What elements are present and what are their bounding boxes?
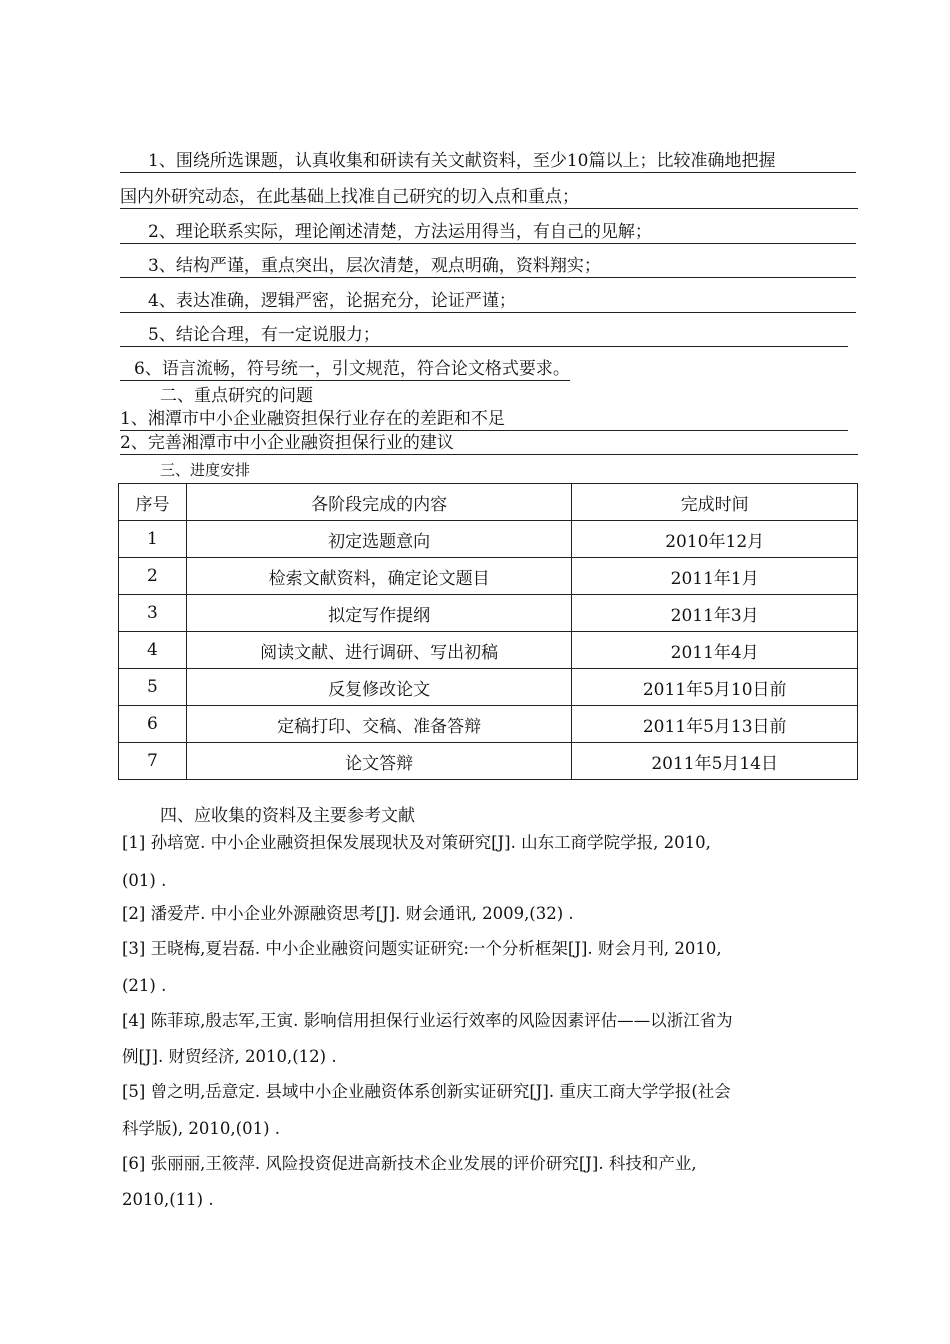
cell-content: 初定选题意向 — [186, 521, 571, 558]
schedule-table — [118, 483, 858, 780]
section-heading-references: 四、应收集的资料及主要参考文献 — [160, 806, 415, 826]
reference-1-line-1: [1] 孙培宽. 中小企业融资担保发展现状及对策研究[J]. 山东工商学院学报, 2010, — [122, 833, 711, 852]
reference-5-line-1: [5] 曾之明,岳意定. 县域中小企业融资体系创新实证研究[J]. 重庆工商大学学报(社会 — [122, 1082, 731, 1101]
cell-content: 反复修改论文 — [186, 669, 571, 706]
table-header-row — [119, 484, 858, 521]
header-content: 各阶段完成的内容 — [186, 484, 571, 521]
cell-seq: 5 — [119, 669, 187, 706]
cell-seq: 7 — [119, 743, 187, 780]
requirement-line-2: 2、理论联系实际，理论阐述清楚，方法运用得当，有自己的见解； — [120, 221, 856, 244]
header-time: 完成时间 — [572, 484, 858, 521]
requirement-line-1: 1、围绕所选课题，认真收集和研读有关文献资料，至少10篇以上；比较准确地把握 — [120, 150, 856, 173]
reference-4-line-1: [4] 陈菲琼,殷志军,王寅. 影响信用担保行业运行效率的风险因素评估——以浙江省为 — [122, 1011, 733, 1030]
section-heading-key-issues: 二、重点研究的问题 — [160, 386, 313, 406]
cell-time: 2011年5月13日前 — [572, 706, 858, 743]
cell-time: 2011年5月10日前 — [572, 669, 858, 706]
reference-3-line-1: [3] 王晓梅,夏岩磊. 中小企业融资问题实证研究:一个分析框架[J]. 财会月刊, 2010, — [122, 939, 722, 958]
cell-seq: 4 — [119, 632, 187, 669]
reference-6-line-1: [6] 张丽丽,王筱萍. 风险投资促进高新技术企业发展的评价研究[J]. 科技和产业, — [122, 1154, 697, 1173]
cell-content: 拟定写作提纲 — [186, 595, 571, 632]
section-heading-schedule: 三、进度安排 — [160, 461, 251, 479]
cell-content: 阅读文献、进行调研、写出初稿 — [186, 632, 571, 669]
table-row — [119, 632, 858, 669]
cell-seq: 3 — [119, 595, 187, 632]
key-issue-2: 2、完善湘潭市中小企业融资担保行业的建议 — [120, 432, 858, 455]
cell-content: 定稿打印、交稿、准备答辩 — [186, 706, 571, 743]
table-row — [119, 743, 858, 780]
cell-time: 2010年12月 — [572, 521, 858, 558]
reference-5-line-2: 科学版), 2010,(01) . — [122, 1119, 281, 1138]
cell-seq: 2 — [119, 558, 187, 595]
cell-time: 2011年4月 — [572, 632, 858, 669]
table-row — [119, 521, 858, 558]
requirement-line-5: 5、结论合理，有一定说服力； — [120, 324, 848, 347]
reference-3-line-2: (21) . — [122, 976, 167, 995]
table-row — [119, 706, 858, 743]
requirement-line-6: 6、语言流畅，符号统一，引文规范，符合论文格式要求。 — [120, 358, 570, 381]
requirement-line-1-cont: 国内外研究动态，在此基础上找准自己研究的切入点和重点； — [120, 186, 858, 209]
cell-time: 2011年1月 — [572, 558, 858, 595]
header-seq: 序号 — [119, 484, 187, 521]
cell-time: 2011年3月 — [572, 595, 858, 632]
cell-content: 论文答辩 — [186, 743, 571, 780]
cell-content: 检索文献资料，确定论文题目 — [186, 558, 571, 595]
requirement-line-4: 4、表达准确，逻辑严密，论据充分，论证严谨； — [120, 290, 856, 313]
table-row — [119, 595, 858, 632]
cell-time: 2011年5月14日 — [572, 743, 858, 780]
reference-1-line-2: (01) . — [122, 871, 167, 890]
table-row — [119, 669, 858, 706]
table-row — [119, 558, 858, 595]
reference-2-line-1: [2] 潘爱芹. 中小企业外源融资思考[J]. 财会通讯, 2009,(32) . — [122, 904, 574, 923]
key-issue-1: 1、湘潭市中小企业融资担保行业存在的差距和不足 — [120, 408, 848, 431]
requirement-line-3: 3、结构严谨，重点突出，层次清楚，观点明确，资料翔实； — [120, 255, 856, 278]
reference-6-line-2: 2010,(11) . — [122, 1190, 214, 1209]
cell-seq: 6 — [119, 706, 187, 743]
cell-seq: 1 — [119, 521, 187, 558]
reference-4-line-2: 例[J]. 财贸经济, 2010,(12) . — [122, 1047, 337, 1066]
